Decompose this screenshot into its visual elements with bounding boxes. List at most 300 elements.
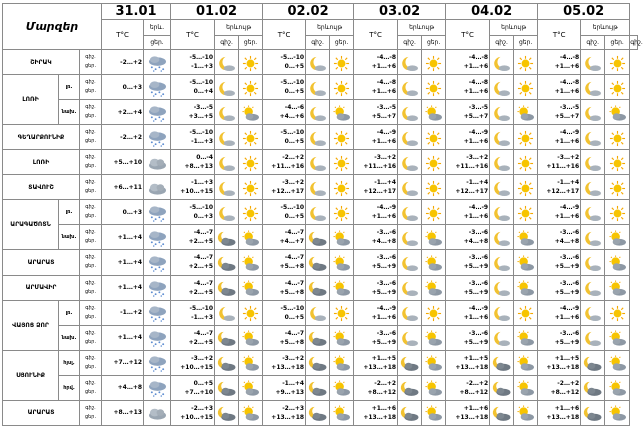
weather-icon-cell	[581, 375, 605, 400]
weather-icon-cell	[398, 400, 422, 425]
night-temperature: -1…+4	[374, 179, 397, 187]
weather-icon-cell	[581, 200, 605, 225]
partly-sunny-icon	[607, 230, 628, 247]
night-temperature: 0…-4	[196, 154, 214, 162]
sun-icon	[515, 180, 536, 197]
temperature-cell	[263, 225, 306, 250]
region-name: ԱՐԱՐԱՏ	[3, 400, 80, 425]
day-temperature: +10…+15	[180, 363, 214, 371]
day-header: ցեր.	[605, 36, 630, 50]
weather-icon-cell	[422, 350, 446, 375]
evolution-header: երևույթ	[490, 20, 538, 36]
temperature-cell	[263, 275, 306, 300]
temperature-cell	[538, 350, 581, 375]
day-label: ցեր.	[84, 138, 97, 145]
day-temperature: +11…+16	[271, 163, 305, 171]
night-label: գիշ.	[85, 54, 96, 61]
cloudy-moon-icon	[307, 280, 328, 297]
sun-icon	[607, 305, 628, 322]
temperature-cell	[354, 275, 398, 300]
weather-icon-cell	[398, 225, 422, 250]
temperature-cell	[446, 325, 490, 350]
weather-icon-cell	[422, 100, 446, 125]
night-temperature: -3…-5	[468, 104, 489, 112]
partly-sunny-icon	[331, 105, 352, 122]
temperature-cell	[538, 200, 581, 225]
temperature-cell	[354, 350, 398, 375]
cloud-icon	[147, 155, 168, 172]
temperature-cell	[354, 300, 398, 325]
weather-icon-cell	[581, 225, 605, 250]
cloudy-moon-icon	[582, 380, 603, 397]
weather-icon-cell	[422, 175, 446, 200]
region-name: ԼՈՌԻ	[3, 150, 80, 175]
night-temperature: -3…-6	[559, 229, 580, 237]
weather-icon-cell	[581, 100, 605, 125]
day-temperature: +4…+8	[117, 384, 143, 392]
day-temperature: +5…+9	[463, 263, 489, 271]
temperature-cell	[538, 75, 581, 100]
day-label: ցեր.	[84, 363, 97, 370]
weather-icon-cell	[215, 400, 239, 425]
night-temperature: -3…+2	[282, 179, 305, 187]
sun-icon	[607, 180, 628, 197]
temperature-cell	[102, 175, 144, 200]
cloudy-moon-icon	[307, 330, 328, 347]
day-temperature: +5…+9	[371, 288, 397, 296]
snow-icon	[147, 355, 168, 372]
partly-sunny-icon	[515, 330, 536, 347]
table-row	[3, 150, 638, 175]
weather-icon-cell	[605, 350, 630, 375]
day-temperature: +1…+4	[117, 258, 143, 266]
region-name: ՏԱՎՈՒՇ	[3, 175, 80, 200]
temperature-cell	[171, 50, 215, 75]
daynight-label	[80, 300, 102, 325]
moon-icon	[491, 205, 512, 222]
moon-icon	[491, 55, 512, 72]
weather-icon-cell	[144, 75, 171, 100]
cloudy-moon-icon	[491, 405, 512, 422]
weather-icon-cell	[306, 150, 330, 175]
snow-icon	[147, 230, 168, 247]
night-temperature: -3…+2	[557, 154, 580, 162]
sun-icon	[331, 155, 352, 172]
weather-icon-cell	[514, 250, 538, 275]
moon-icon	[216, 305, 237, 322]
temperature-cell	[102, 100, 144, 125]
day-temperature: 0…+5	[284, 313, 305, 321]
day-label: ցեր.	[84, 213, 97, 220]
night-temperature: -5…-10	[189, 204, 214, 212]
temperature-cell	[263, 300, 306, 325]
day-temperature: +9…+13	[275, 388, 305, 396]
moon-icon	[216, 205, 237, 222]
table-row	[3, 200, 638, 225]
partly-sunny-icon	[423, 230, 444, 247]
moon-icon	[307, 305, 328, 322]
weather-icon-cell	[514, 100, 538, 125]
cloudy-moon-icon	[307, 380, 328, 397]
day-temperature: -1…+3	[191, 63, 214, 71]
evolution-header: երևույթ	[398, 20, 446, 36]
temperature-cell	[102, 400, 144, 425]
day-temperature: 0…+3	[122, 83, 143, 91]
day-temperature: +7…+12	[113, 359, 143, 367]
table-row	[3, 75, 638, 100]
day-temperature: +13…+18	[455, 363, 489, 371]
day-header: ցեր.	[144, 36, 171, 50]
partly-sunny-icon	[331, 255, 352, 272]
weather-icon-cell	[330, 375, 354, 400]
partly-sunny-icon	[331, 330, 352, 347]
moon-icon	[491, 330, 512, 347]
night-temperature: -3…-6	[376, 254, 397, 262]
subregion-label: նախ.	[59, 325, 80, 350]
day-temperature: +2…+5	[188, 238, 214, 246]
temperature-cell	[102, 125, 144, 150]
weather-icon-cell	[215, 200, 239, 225]
day-label: ցեր.	[84, 163, 97, 170]
weather-icon-cell	[215, 375, 239, 400]
weather-icon-cell	[330, 325, 354, 350]
snow-icon	[147, 205, 168, 222]
weather-icon-cell	[144, 175, 171, 200]
weather-icon-cell	[239, 250, 263, 275]
day-temperature: +8…+12	[459, 388, 489, 396]
sun-icon	[240, 155, 261, 172]
day-temperature: +13…+18	[455, 413, 489, 421]
weather-icon-cell	[398, 75, 422, 100]
day-label: ցեր.	[84, 188, 97, 195]
night-temperature: -4…-7	[284, 229, 305, 237]
temperature-cell	[538, 400, 581, 425]
day-temperature: 0…+5	[284, 213, 305, 221]
temperature-cell	[171, 200, 215, 225]
day-temperature: +13…+18	[363, 413, 397, 421]
weather-icon-cell	[422, 375, 446, 400]
partly-sunny-icon	[240, 280, 261, 297]
temperature-cell	[354, 375, 398, 400]
moon-icon	[582, 55, 603, 72]
moon-icon	[491, 105, 512, 122]
temperature-cell	[263, 350, 306, 375]
moon-icon	[399, 180, 420, 197]
weather-icon-cell	[514, 350, 538, 375]
weather-icon-cell	[306, 100, 330, 125]
weather-icon-cell	[306, 125, 330, 150]
temperature-cell	[171, 225, 215, 250]
table-row	[3, 250, 638, 275]
day-header: ցեր.	[330, 36, 354, 50]
region-name: ԱՐԱՐԱՏ	[3, 250, 80, 275]
weather-icon-cell	[330, 150, 354, 175]
day-temperature: +5…+7	[554, 113, 580, 121]
night-temperature: -4…-7	[193, 279, 214, 287]
snow-icon	[147, 55, 168, 72]
temperature-cell	[171, 300, 215, 325]
weather-icon-cell	[422, 250, 446, 275]
weather-icon-cell	[490, 375, 514, 400]
subregion-label: հրվ.	[59, 375, 80, 400]
moon-icon	[216, 80, 237, 97]
weather-icon-cell	[514, 300, 538, 325]
weather-icon-cell	[306, 200, 330, 225]
weather-icon-cell	[330, 225, 354, 250]
daynight-label	[80, 150, 102, 175]
day-temperature: +10…+15	[180, 188, 214, 196]
day-temperature: +7…+10	[184, 388, 214, 396]
day-temperature: 0…+4	[193, 88, 214, 96]
weather-icon-cell	[514, 375, 538, 400]
night-label: գիշ.	[85, 129, 96, 136]
night-temperature: -1…+4	[282, 379, 305, 387]
weather-icon-cell	[422, 400, 446, 425]
temperature-cell	[354, 250, 398, 275]
day-temperature: +5…+8	[279, 338, 305, 346]
moon-icon	[582, 305, 603, 322]
weather-icon-cell	[581, 275, 605, 300]
day-temperature: 0…+5	[284, 138, 305, 146]
daynight-label	[80, 325, 102, 350]
day-temperature: +11…+16	[455, 163, 489, 171]
night-temperature: -4…-7	[284, 254, 305, 262]
moon-icon	[491, 230, 512, 247]
snow-icon	[147, 80, 168, 97]
day-temperature: +2…+5	[188, 338, 214, 346]
table-row	[3, 300, 638, 325]
cloudy-moon-icon	[216, 380, 237, 397]
partly-sunny-icon	[423, 280, 444, 297]
sun-icon	[331, 305, 352, 322]
day-temperature: +1…+4	[117, 334, 143, 342]
weather-icon-cell	[398, 200, 422, 225]
moon-icon	[491, 180, 512, 197]
night-temperature: -3…-6	[376, 329, 397, 337]
day-temperature: +5…+10	[113, 158, 143, 166]
cloudy-moon-icon	[216, 280, 237, 297]
night-temperature: -3…-6	[559, 329, 580, 337]
partly-sunny-icon	[607, 255, 628, 272]
weather-icon-cell	[239, 75, 263, 100]
sun-icon	[331, 80, 352, 97]
day-label: ցեր.	[84, 338, 97, 345]
weather-icon-cell	[144, 250, 171, 275]
weather-icon-cell	[422, 275, 446, 300]
night-temperature: -4…-9	[559, 129, 580, 137]
day-temperature: +1…+6	[554, 213, 580, 221]
temperature-cell	[538, 50, 581, 75]
partly-sunny-icon	[607, 380, 628, 397]
night-label: գիշ.	[85, 404, 96, 411]
sun-icon	[423, 155, 444, 172]
night-temperature: -4…-9	[376, 129, 397, 137]
moon-icon	[216, 105, 237, 122]
temperature-header: T°C	[538, 20, 581, 50]
temperature-cell	[446, 175, 490, 200]
day-temperature: +1…+6	[371, 88, 397, 96]
cloudy-moon-icon	[216, 355, 237, 372]
temperature-cell	[102, 150, 144, 175]
night-label: գիշ.	[85, 79, 96, 86]
table-row	[3, 125, 638, 150]
cloudy-moon-icon	[399, 380, 420, 397]
temperature-cell	[354, 100, 398, 125]
weather-icon-cell	[215, 75, 239, 100]
day-temperature: +3…+5	[188, 113, 214, 121]
moon-icon	[491, 80, 512, 97]
day-temperature: +5…+9	[371, 338, 397, 346]
night-temperature: -3…-6	[468, 329, 489, 337]
daynight-label	[80, 75, 102, 100]
moon-icon	[491, 280, 512, 297]
weather-icon-cell	[398, 250, 422, 275]
weather-icon-cell	[490, 300, 514, 325]
moon-icon	[582, 230, 603, 247]
weather-icon-cell	[398, 350, 422, 375]
day-temperature: +12…+17	[455, 188, 489, 196]
evolution-header: երևույթ	[581, 20, 630, 36]
weather-icon-cell	[514, 225, 538, 250]
subregion-label: նախ.	[59, 100, 80, 125]
weather-icon-cell	[605, 325, 630, 350]
sun-icon	[515, 130, 536, 147]
temperature-cell	[102, 275, 144, 300]
sun-icon	[515, 205, 536, 222]
weather-icon-cell	[398, 175, 422, 200]
day-temperature: +12…+17	[271, 188, 305, 196]
temperature-cell	[538, 100, 581, 125]
day-temperature: +1…+6	[371, 313, 397, 321]
night-label: գիշ.	[85, 154, 96, 161]
temperature-cell	[263, 250, 306, 275]
cloudy-moon-icon	[491, 355, 512, 372]
night-temperature: -3…-6	[468, 229, 489, 237]
night-temperature: -4…-7	[193, 329, 214, 337]
weather-icon-cell	[490, 200, 514, 225]
moon-icon	[399, 80, 420, 97]
night-label: գիշ.	[85, 104, 96, 111]
temperature-cell	[538, 125, 581, 150]
night-temperature: +1…+6	[463, 404, 489, 412]
day-temperature: +1…+6	[554, 63, 580, 71]
weather-icon-cell	[422, 300, 446, 325]
weather-icon-cell	[144, 50, 171, 75]
night-temperature: -2…+2	[282, 154, 305, 162]
sun-icon	[607, 155, 628, 172]
weather-icon-cell	[330, 350, 354, 375]
day-temperature: +5…+9	[554, 338, 580, 346]
table-row	[3, 175, 638, 200]
weather-icon-cell	[514, 175, 538, 200]
subregion-label: հյսլ.	[59, 350, 80, 375]
weather-icon-cell	[398, 125, 422, 150]
weather-icon-cell	[144, 275, 171, 300]
day-temperature: -2…+2	[120, 58, 143, 66]
sun-icon	[331, 180, 352, 197]
temperature-cell	[171, 125, 215, 150]
weather-icon-cell	[514, 150, 538, 175]
table-row	[3, 325, 638, 350]
temperature-cell	[446, 400, 490, 425]
weather-icon-cell	[422, 50, 446, 75]
temperature-cell	[171, 75, 215, 100]
weather-icon-cell	[514, 275, 538, 300]
temperature-cell	[171, 325, 215, 350]
day-temperature: +4…+8	[463, 238, 489, 246]
night-temperature: -4…-7	[193, 254, 214, 262]
night-temperature: -3…-6	[376, 229, 397, 237]
day-temperature: +1…+6	[463, 88, 489, 96]
weather-icon-cell	[330, 100, 354, 125]
snow-icon	[147, 255, 168, 272]
weather-icon-cell	[490, 150, 514, 175]
weather-icon-cell	[215, 150, 239, 175]
sun-icon	[607, 130, 628, 147]
date-header: 04.02	[446, 4, 538, 20]
night-temperature: +1…+5	[554, 354, 580, 362]
moon-icon	[216, 130, 237, 147]
moon-icon	[399, 55, 420, 72]
partly-sunny-icon	[240, 255, 261, 272]
table-row	[3, 100, 638, 125]
sun-icon	[423, 55, 444, 72]
region-name: ԳԵՂԱՐՔՈՒՆԻՔ	[3, 125, 80, 150]
day-temperature: +1…+6	[554, 313, 580, 321]
weather-icon-cell	[398, 50, 422, 75]
daynight-label	[80, 50, 102, 75]
weather-icon-cell	[490, 250, 514, 275]
moon-icon	[582, 330, 603, 347]
temperature-cell	[354, 50, 398, 75]
night-temperature: -3…-6	[468, 279, 489, 287]
cloudy-moon-icon	[582, 355, 603, 372]
weather-icon-cell	[239, 125, 263, 150]
partly-sunny-icon	[515, 405, 536, 422]
moon-icon	[491, 255, 512, 272]
night-temperature: -1…+4	[557, 179, 580, 187]
weather-icon-cell	[330, 75, 354, 100]
day-temperature: +13…+18	[271, 413, 305, 421]
day-temperature: +5…+9	[554, 263, 580, 271]
weather-icon-cell	[490, 125, 514, 150]
temperature-cell	[446, 150, 490, 175]
day-header: ցեր.	[514, 36, 538, 50]
subregion-label: լռ.	[59, 200, 80, 225]
weather-icon-cell	[144, 375, 171, 400]
moon-icon	[399, 305, 420, 322]
cloudy-moon-icon	[491, 380, 512, 397]
weather-icon-cell	[581, 50, 605, 75]
weather-icon-cell	[330, 200, 354, 225]
weather-icon-cell	[605, 250, 630, 275]
region-name: ԼՈՌԻ	[3, 75, 59, 125]
weather-icon-cell	[239, 175, 263, 200]
weather-icon-cell	[215, 300, 239, 325]
day-temperature: +1…+6	[463, 138, 489, 146]
weather-icon-cell	[490, 350, 514, 375]
region-name: ՎԱՅՈՑ ՁՈՐ	[3, 300, 59, 350]
cloudy-moon-icon	[216, 405, 237, 422]
date-header: 05.02	[538, 4, 630, 20]
night-header: գիշ.	[490, 36, 514, 50]
temperature-cell	[263, 100, 306, 125]
weather-icon-cell	[581, 300, 605, 325]
temperature-cell	[354, 325, 398, 350]
day-label: ցեր.	[84, 113, 97, 120]
night-temperature: -2…+2	[374, 379, 397, 387]
weather-icon-cell	[330, 275, 354, 300]
